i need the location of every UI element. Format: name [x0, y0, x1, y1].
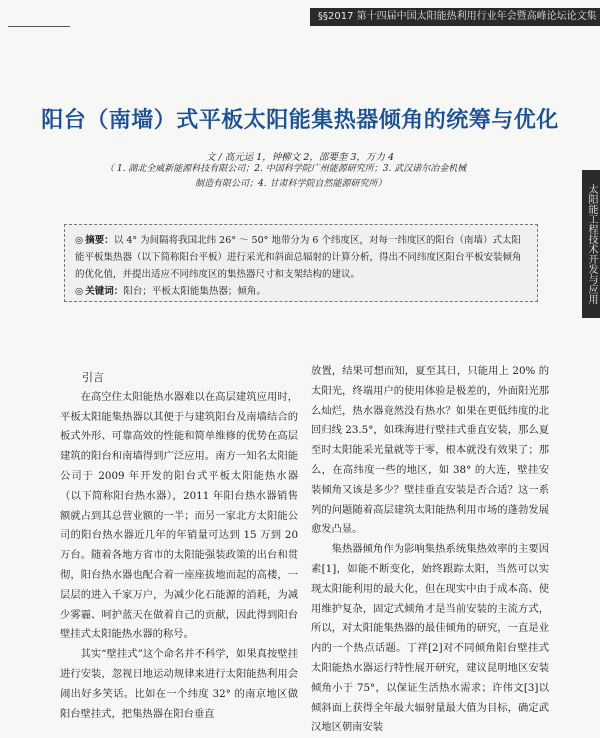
body-column-left: [60, 368, 298, 724]
paragraph: 在高空住太阳能热水器难以在高层建筑应用时，平板太阳能集热器以其便于与建筑阳台及南墙结合的板式外形、可靠高效的性能和简单维修的优势在高层建筑的阳台和南墙得到广泛应用。南方一知名太阳能公司于 2009 年开发的阳台式平板太阳能热水器（以下简称阳台热水器），2011 年阳台热水器销售额就占到其总营业额的一半；而另一家北方太阳能公司的阳台热水器近几年的年销量可达到 15 万到 20 万台。随着各地方省市的太阳能强装政策的出台和贯彻，阳台热水器也配合着一座座拔地而起的高楼，一层层的进入千家万户，为减少化石能源的消耗，为减少雾霾、呵护蓝天在做着自己的贡献，因此得到阳台壁挂式太阳能热水器的称号。: [60, 390, 298, 641]
keywords-text: 阳台；平板太阳能集热器；倾角。: [123, 286, 266, 297]
paragraph: 放置，结果可想而知，夏至其日，只能用上 20% 的太阳光，终端用户的使用体验是极差的，外面阳光那么灿烂，热水器竟然没有热水？如果在更低纬度的北回归线 23.5°，如珠海进行壁挂式垂直安装，那么夏至时太阳能采光量就等于零，根本就没有效果了；那么，在高纬度一些的地区，如 38° 的大连，壁挂安装倾角又该是多少？壁挂垂直安装是否合适？这一系列的问题随着高层建筑太阳能热利用市场的蓬勃发展愈发凸显。: [311, 365, 549, 536]
author-list: 文 / 高元运 1，钟柳文 2，邵要奎 3，万力 4: [206, 152, 394, 163]
affiliation-line-2: 制造有限公司；4. 甘肃科学院自然能源研究所）: [195, 179, 387, 189]
keywords: [75, 283, 527, 300]
affiliations: [105, 162, 525, 192]
article-title: 阳台（南墙）式平板太阳能集热器倾角的统筹与优化: [41, 108, 559, 133]
section-heading: 引言: [82, 371, 104, 384]
abstract-text: 以 4° 为间隔将我国北纬 26° ～ 50° 地带分为 6 个纬度区，对每一纬度区的阳台（南墙）式太阳能平板集热器（以下简称阳台平板）进行采光和斜面总辐射的计算分析，得出不同纬度区阳台平板安装倾角的优化值，并提出适应不同纬度区的集热器尺寸和支架结构的建议。: [75, 235, 522, 280]
keywords-label: 关键词：: [85, 286, 124, 297]
paragraph: 其实“壁挂式”这个命名并不科学，如果真按壁挂进行安装，忽视日地运动规律来进行太阳能热利用会闹出好多笑话。比如在一个纬度 32° 的南京地区做阳台壁挂式，把集热器在阳台垂直: [60, 648, 298, 720]
abstract-marker-icon: ◎: [75, 235, 84, 246]
abstract-box: [64, 224, 538, 302]
running-header-banner: §§2017 第十四届中国太阳能热利用行业年会暨高峰论坛论文集: [310, 8, 600, 26]
abstract-label: 摘要：: [85, 235, 114, 246]
top-rule: [8, 26, 70, 27]
keywords-marker-icon: ◎: [75, 286, 84, 297]
affiliation-line-1: （ 1. 湖北全威新能源科技有限公司；2. 中国科学院广州能源研究所；3. 武汉诺尔冶金机械: [105, 164, 467, 174]
section-side-tab: 太阳能工程技术开发与应用: [582, 170, 600, 318]
abstract: [75, 232, 527, 283]
body-column-right: [311, 362, 549, 738]
paragraph: 集热器倾角作为影响集热系统集热效率的主要因素[1]，如能不断变化，始终跟踪太阳，当然可以实现太阳能利用的最大化，但在现实中由于成本高、使用维护复杂，固定式倾角才是当前安装的主流方式，所以，对太阳能集热器的最佳倾角的研究，一直是业内的一个热点话题。丁祥[2]对不同倾角阳台壁挂式太阳能热水器运行特性展开研究，建议昆明地区安装倾角小于 75°，以保证生活热水需求；许伟文[3]以倾斜面上获得全年最大辐射量最大值为目标，确定武汉地区朝南安装: [311, 543, 549, 734]
